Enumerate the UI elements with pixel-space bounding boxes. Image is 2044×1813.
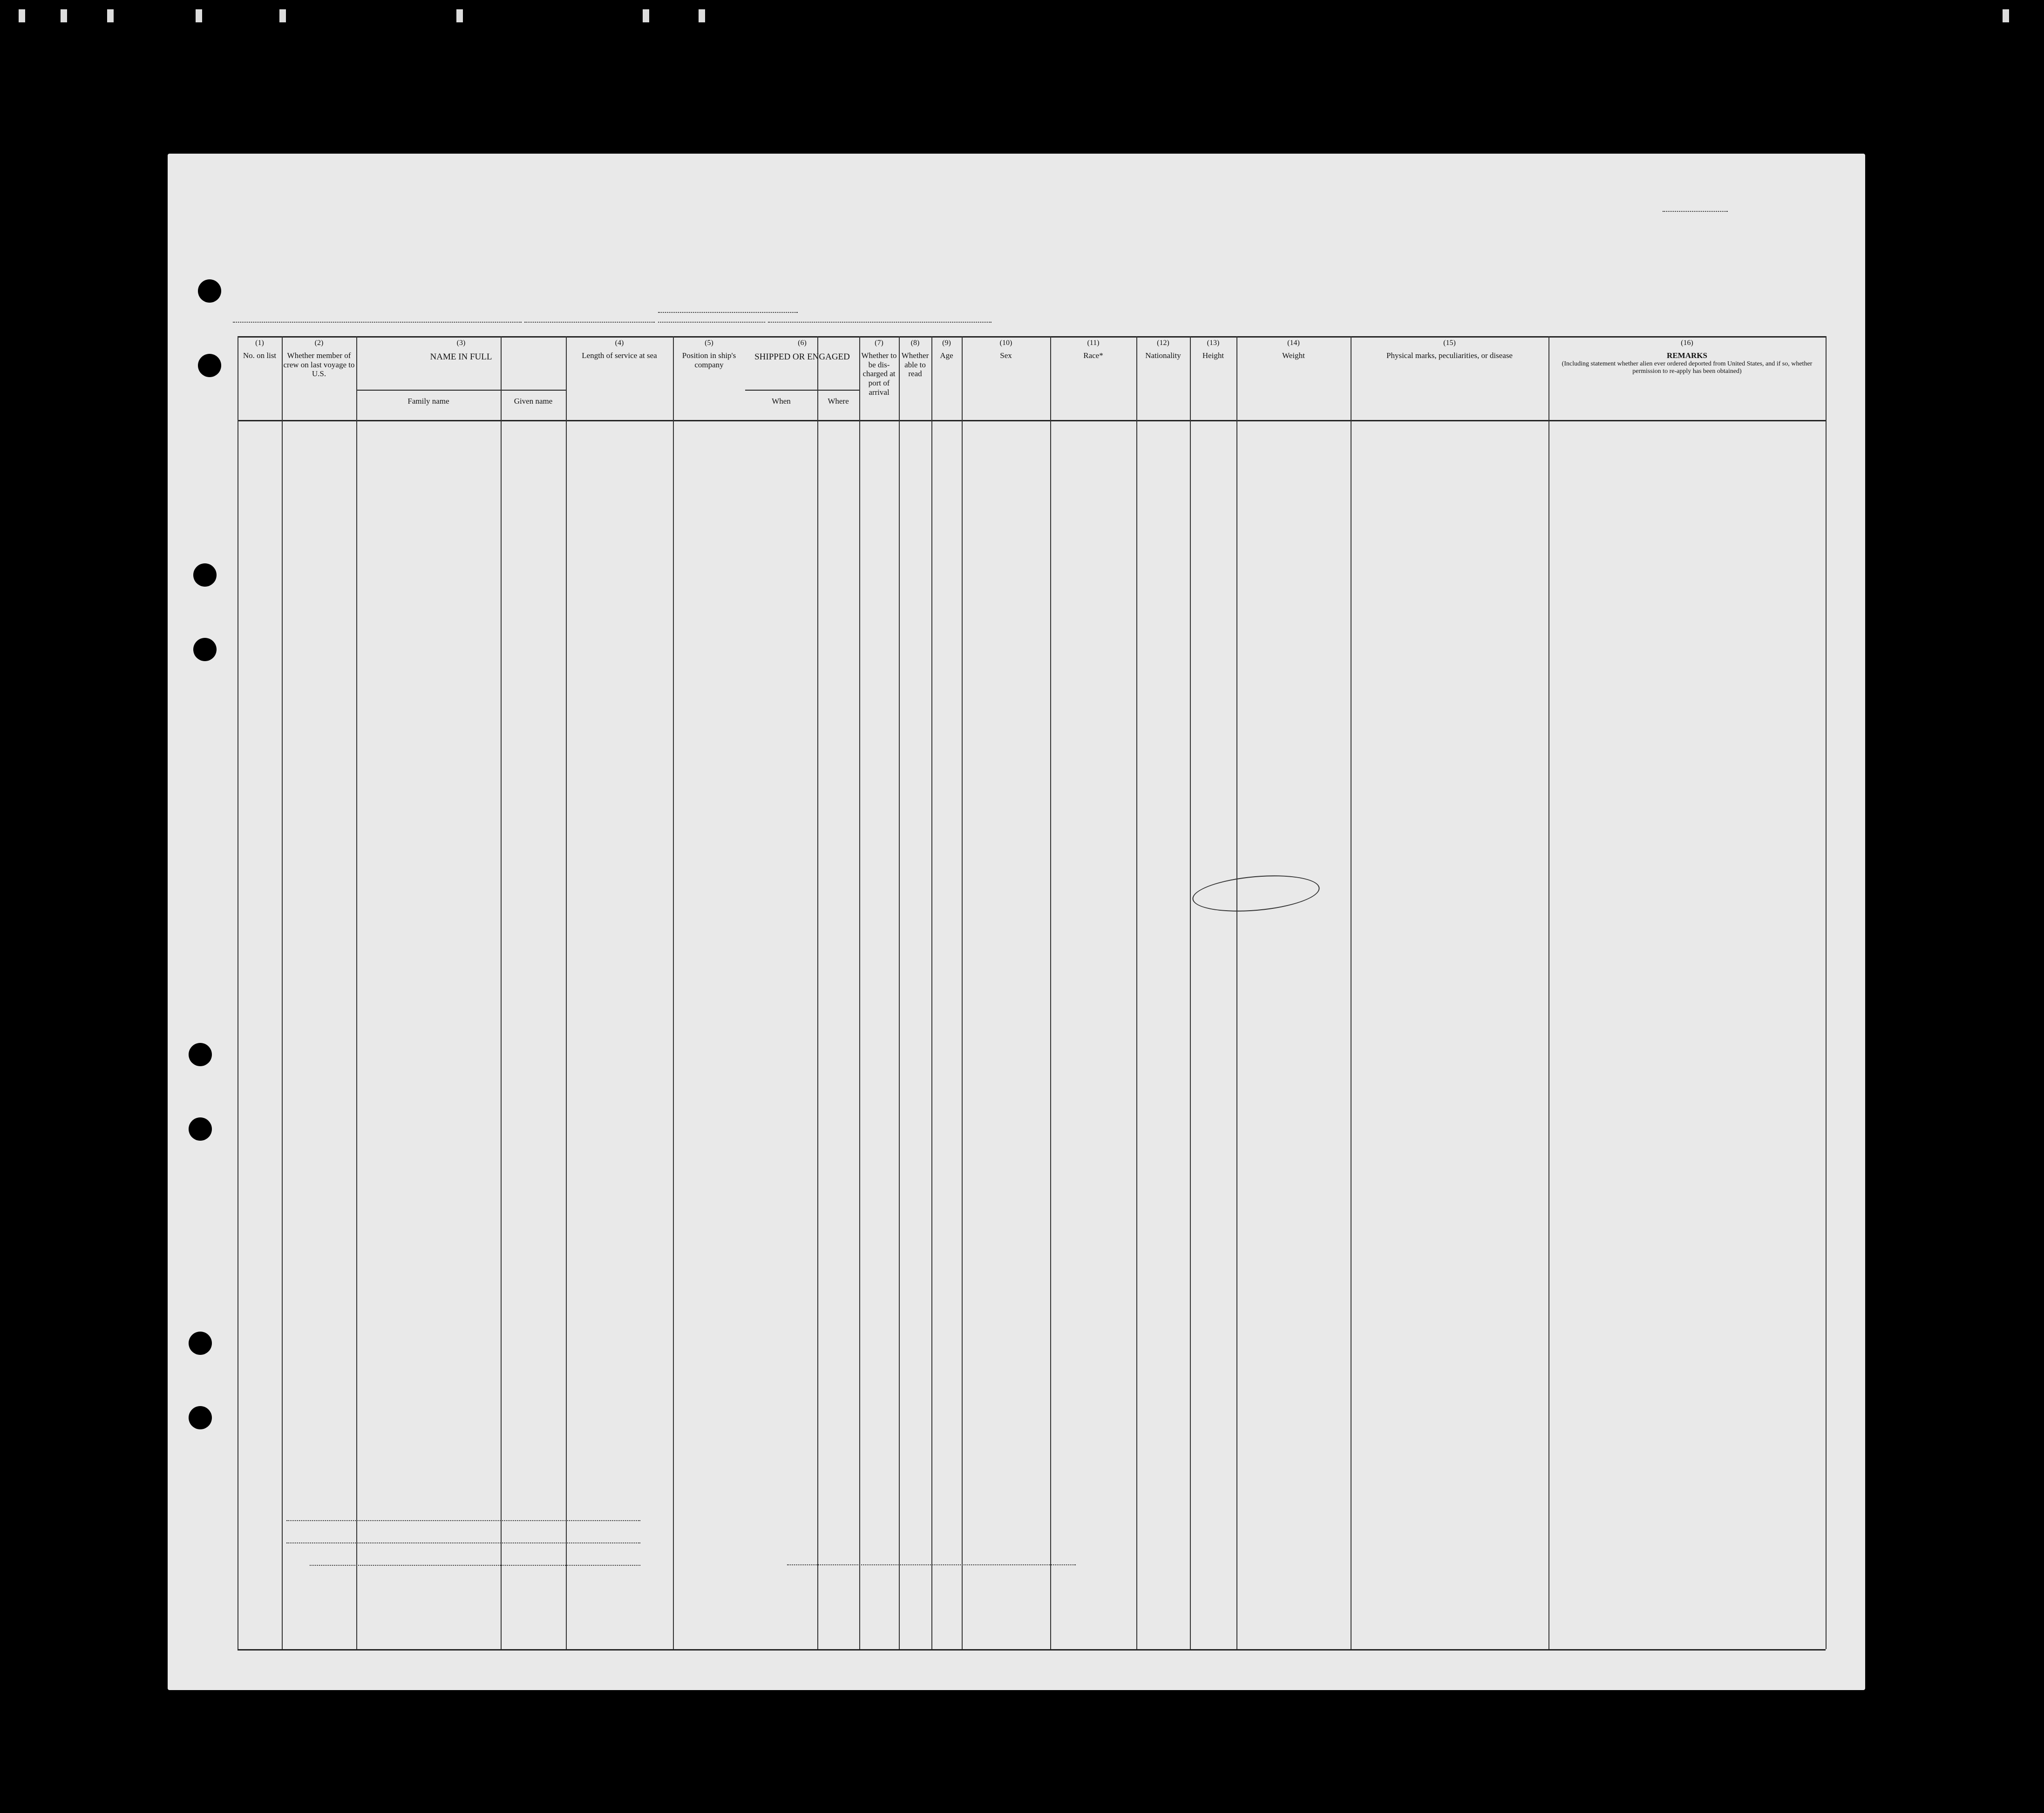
port-from xyxy=(524,322,655,323)
column-header: (6) SHIPPED OR ENGAGED When Where xyxy=(745,336,859,420)
sheet-number xyxy=(1663,211,1728,212)
punch-hole xyxy=(198,354,221,377)
footer-agents xyxy=(224,1558,640,1569)
footer-line xyxy=(224,1513,640,1524)
punch-hole xyxy=(189,1117,212,1141)
film-edge-marks xyxy=(0,0,2044,37)
nationality-circle-mark xyxy=(1191,871,1321,916)
footer-notes xyxy=(1299,1653,1812,1656)
column-subheader: When xyxy=(772,397,791,406)
column-header: (13) Height xyxy=(1202,339,1224,360)
sailing-date xyxy=(658,312,798,313)
column-header: (8) Whether able to read xyxy=(901,339,929,379)
vessel-line xyxy=(224,312,991,326)
column-header: (9) Age xyxy=(940,339,953,360)
column-header: (2) Whether member of crew on last voyage to U.S. xyxy=(283,339,355,379)
column-header: (5) Position in ship's company xyxy=(682,339,736,369)
column-subheader: Where xyxy=(828,397,849,406)
column-header: (3) NAME IN FULL Family name Given name xyxy=(356,336,566,420)
manifest-sheet xyxy=(168,154,1865,1690)
punch-hole xyxy=(193,638,217,661)
column-subheader: Given name xyxy=(514,397,553,406)
column-header: (14) Weight xyxy=(1282,339,1305,360)
punch-hole xyxy=(189,1406,212,1429)
footer-owners xyxy=(224,1536,640,1546)
vessel-name xyxy=(233,322,522,323)
line-value xyxy=(286,1520,640,1521)
column-header: (10) Sex xyxy=(999,339,1012,360)
column-header: (7) Whether to be dis-charged at port of arrival xyxy=(861,339,897,397)
sheet-number-block xyxy=(1663,201,1728,215)
punch-hole xyxy=(198,279,221,303)
owners-value xyxy=(286,1542,640,1543)
column-header: (11) Race* xyxy=(1083,339,1103,360)
arrival-date xyxy=(658,322,765,323)
column-header: (4) Length of service at sea xyxy=(582,339,657,360)
punch-hole xyxy=(189,1043,212,1066)
column-header: (12) Nationality xyxy=(1145,339,1181,360)
column-header: (16) REMARKS (Including statement whether alien ever ordered deported from United States, and if so, whether permission to re-apply has been obtained) xyxy=(1562,339,1813,375)
crew-table xyxy=(238,336,1826,1649)
punch-hole xyxy=(193,563,217,587)
punch-hole xyxy=(189,1332,212,1355)
column-header: (1) No. on list xyxy=(243,339,277,360)
column-header: (15) Physical marks, peculiarities, or disease xyxy=(1386,339,1513,360)
column-subheader: Family name xyxy=(407,397,449,406)
